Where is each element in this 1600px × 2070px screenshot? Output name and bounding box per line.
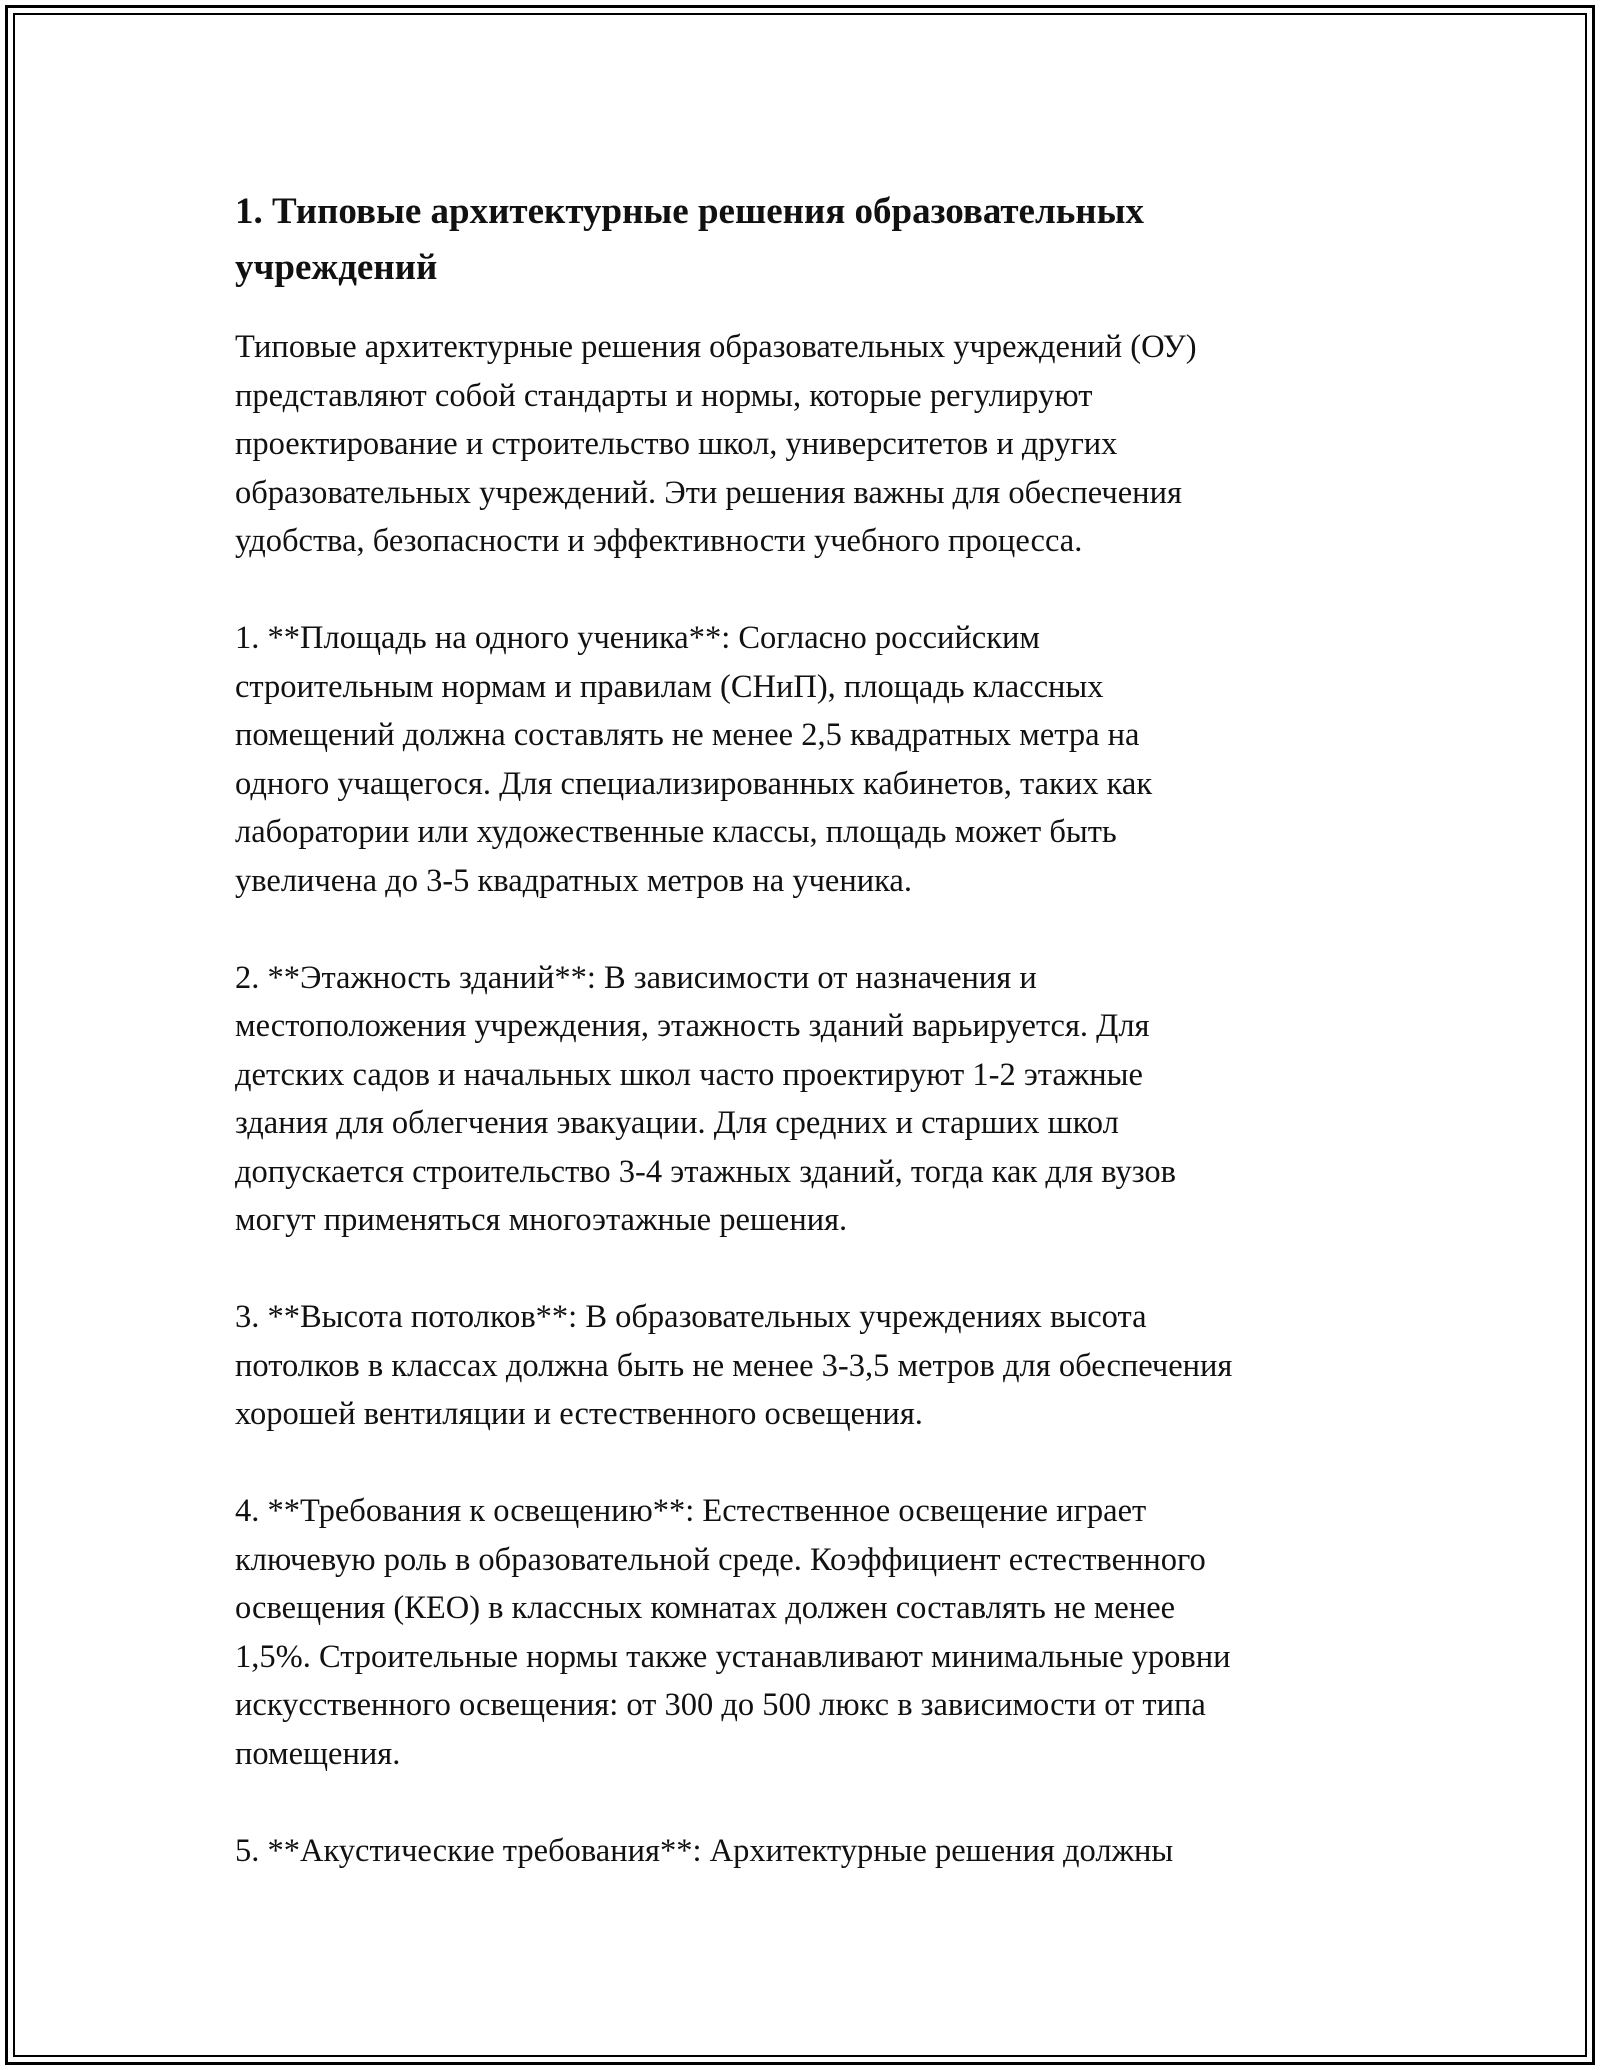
list-item-building-floors: 2. **Этажность зданий**: В зависимости от назначения и местоположения учреждения, этажность зданий варьируется. Для детских садов и начальных школ часто проектируют 1-2 этажные здания для облегчения эвакуации. Для средних и старших школ допускается строительство 3-4 этажных зданий, тогда как для вузов могут применяться многоэтажные решения. xyxy=(235,959,1176,1238)
list-item-lighting-requirements: 4. **Требования к освещению**: Естественное освещение играет ключевую роль в образовательной среде. Коэффициент естественного освещения (КЕО) в классных комнатах должен составлять не менее 1,5%. Строительные нормы также устанавливают минимальные уровни искусственного освещения: от 300 до 500 люкс в зависимости от типа помещения. xyxy=(235,1493,1231,1772)
list-item-ceiling-height: 3. **Высота потолков**: В образовательных учреждениях высота потолков в классах должна быть не менее 3-3,5 метров для обеспечения хорошей вентиляции и естественного освещения. xyxy=(235,1299,1233,1432)
section-heading: 1. Типовые архитектурные решения образовательных учреждений xyxy=(235,191,1144,288)
intro-paragraph: Типовые архитектурные решения образовательных учреждений (ОУ) представляют собой стандарты и нормы, которые регулируют проектирование и строительство школ, университетов и других образовательных учреждений. Эти решения важны для обеспечения удобства, безопасности и эффективности учебного процесса. xyxy=(235,329,1197,559)
list-item-acoustic-requirements: 5. **Акустические требования**: Архитектурные решения должны xyxy=(235,1832,1174,1869)
list-item-area-per-student: 1. **Площадь на одного ученика**: Согласно российским строительным нормам и правилам (СНиП), площадь классных помещений должна составлять не менее 2,5 квадратных метра на одного учащегося. Для специализированных кабинетов, таких как лаборатории или художественные классы, площадь может быть увеличена до 3-5 квадратных метров на ученика. xyxy=(235,620,1153,899)
document-body xyxy=(235,184,1375,1875)
